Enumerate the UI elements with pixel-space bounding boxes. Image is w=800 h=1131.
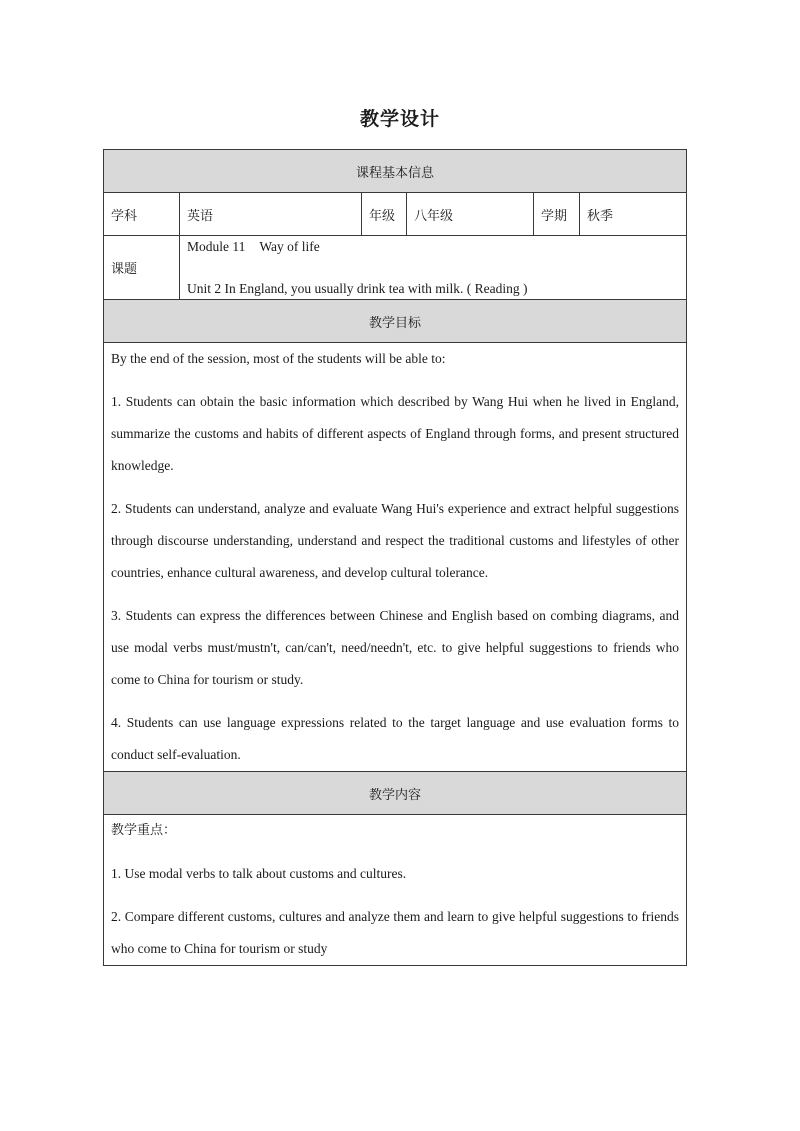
subject-value: 英语 <box>180 193 362 236</box>
content-header: 教学内容 <box>104 772 687 815</box>
objective-item-1: 1. Students can obtain the basic information which described by Wang Hui when he lived in England, summarize the customs and habits of different aspects of England through forms, and present structured knowledge. <box>111 394 680 473</box>
lesson-design-table <box>103 149 687 966</box>
content-body <box>104 815 687 966</box>
term-label: 学期 <box>534 193 580 236</box>
term-value: 秋季 <box>580 193 687 236</box>
content-item-2: 2. Compare different customs, cultures and analyze them and learn to give helpful suggestions to friends who come to China for tourism or study <box>111 909 680 956</box>
objective-item-3: 3. Students can express the differences between Chinese and English based on combing diagrams, and use modal verbs must/mustn't, can/can't, need/needn't, etc. to give helpful suggestions to friends who come to China for tourism or study. <box>111 608 680 687</box>
objectives-body-row <box>104 343 687 772</box>
subject-label: 学科 <box>104 193 180 236</box>
basic-info-row <box>104 193 687 236</box>
topic-module: Module 11 <box>187 239 246 254</box>
objectives-intro: By the end of the session, most of the students will be able to: <box>111 351 446 366</box>
objectives-header-row <box>104 300 687 343</box>
topic-value <box>180 236 687 300</box>
grade-value: 八年级 <box>407 193 534 236</box>
basic-info-header: 课程基本信息 <box>104 150 687 193</box>
content-body-row <box>104 815 687 966</box>
document-title: 教学设计 <box>359 108 440 130</box>
topic-row <box>104 236 687 300</box>
objectives-header: 教学目标 <box>104 300 687 343</box>
key-points-label: 教学重点： <box>111 823 177 838</box>
objectives-body <box>104 343 687 772</box>
topic-module-line <box>187 236 679 257</box>
objective-item-4: 4. Students can use language expressions related to the target language and use evaluation forms to conduct self-evaluation. <box>111 715 680 762</box>
basic-info-header-row <box>104 150 687 193</box>
topic-unit: Unit 2 In England, you usually drink tea with milk. ( Reading ) <box>187 281 528 296</box>
grade-label: 年级 <box>362 193 407 236</box>
topic-label: 课题 <box>104 236 180 300</box>
content-item-1: 1. Use modal verbs to talk about customs and cultures. <box>111 866 407 881</box>
objective-item-2: 2. Students can understand, analyze and evaluate Wang Hui's experience and extract helpful suggestions through discourse understanding, understand and respect the traditional customs and lifestyles of other countries, enhance cultural awareness, and develop cultural tolerance. <box>111 501 680 580</box>
topic-module-name: Way of life <box>259 239 320 254</box>
content-header-row <box>104 772 687 815</box>
